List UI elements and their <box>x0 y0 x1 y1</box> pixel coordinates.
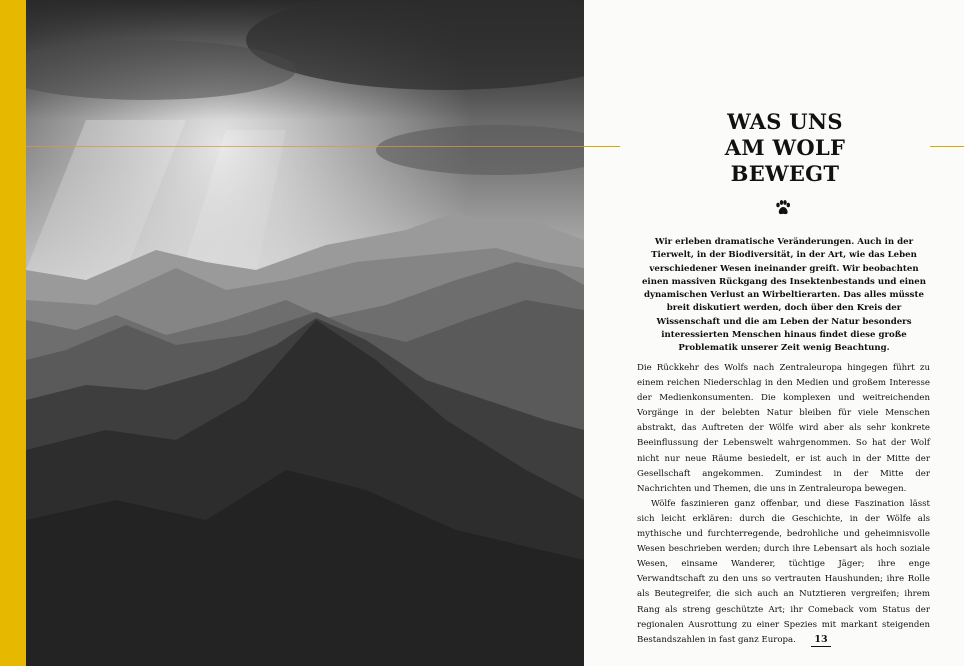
decorative-rule <box>26 146 584 147</box>
body-paragraph-2: Wölfe faszinieren ganz offenbar, und diese Faszination lässt sich leicht erklären: durch die Geschichte, in der Wölfe als mythische und furchterregende, bedrohliche und geheimnisvolle Wesen beschrieben werden; durch ihre Lebensart als hoch soziale Wesen, einsame Wanderer, tüchtige Jäger; ihre enge Verwandtschaft zu den uns so vertrauten Haushunden; ihre Rolle als Beutegreifer, die sich auch an Nutztieren vergreifen; ihrem Rang als streng geschützte Art; ihr Comeback vom Status der regionalen Ausrottung zu einer Spezies mit markant steigenden Bestandszahlen in fast ganz Europa. <box>637 498 930 645</box>
accent-bar <box>0 0 26 666</box>
mountain-landscape-photo <box>26 0 584 666</box>
body-paragraph-1: Die Rückkehr des Wolfs nach Zentraleuropa hingegen führt zu einem reichen Niederschlag in den Medien und großem Interesse der Medienkonsumenten. Die komplexen und weitreichenden Vorgänge in der belebten Natur bleiben für viele Menschen abstrakt, das Auftreten der Wölfe wird aber als sehr konkrete Beeinflussung der Lebenswelt wahrgenommen. So hat der Wolf nicht nur neue Räume besiedelt, er ist auch in der Mitte der Gesellschaft angekommen. Zumindest in der Mitte der Nachrichten und Themen, die uns in Zentraleuropa bewegen. <box>637 363 930 494</box>
intro-paragraph: Wir erleben dramatische Veränderungen. Auch in der Tierwelt, in der Biodiversität, in der Art, wie das Leben verschiedener Wesen ineinander greift. Wir beobachten einen massiven Rückgang des Insektenbestands und einen dynamischen Verlust an Wirbeltierarten. Das alles müsste breit diskutiert werden, doch über den Kreis der Wissenschaft und die am Leben der Natur besonders interessierten Menschen hinaus findet diese große Problematik unserer Zeit wenig Beachtung. <box>641 237 927 354</box>
title-line-1: WAS UNS <box>727 109 843 134</box>
decorative-rule-left <box>584 146 620 147</box>
page-number: 13 <box>811 634 831 647</box>
chapter-title <box>640 109 930 187</box>
title-line-3: BEWEGT <box>730 161 840 186</box>
decorative-rule-right <box>930 146 964 147</box>
paw-print-icon <box>774 199 792 217</box>
title-line-2: AM WOLF <box>724 135 846 160</box>
body-text <box>637 361 930 648</box>
